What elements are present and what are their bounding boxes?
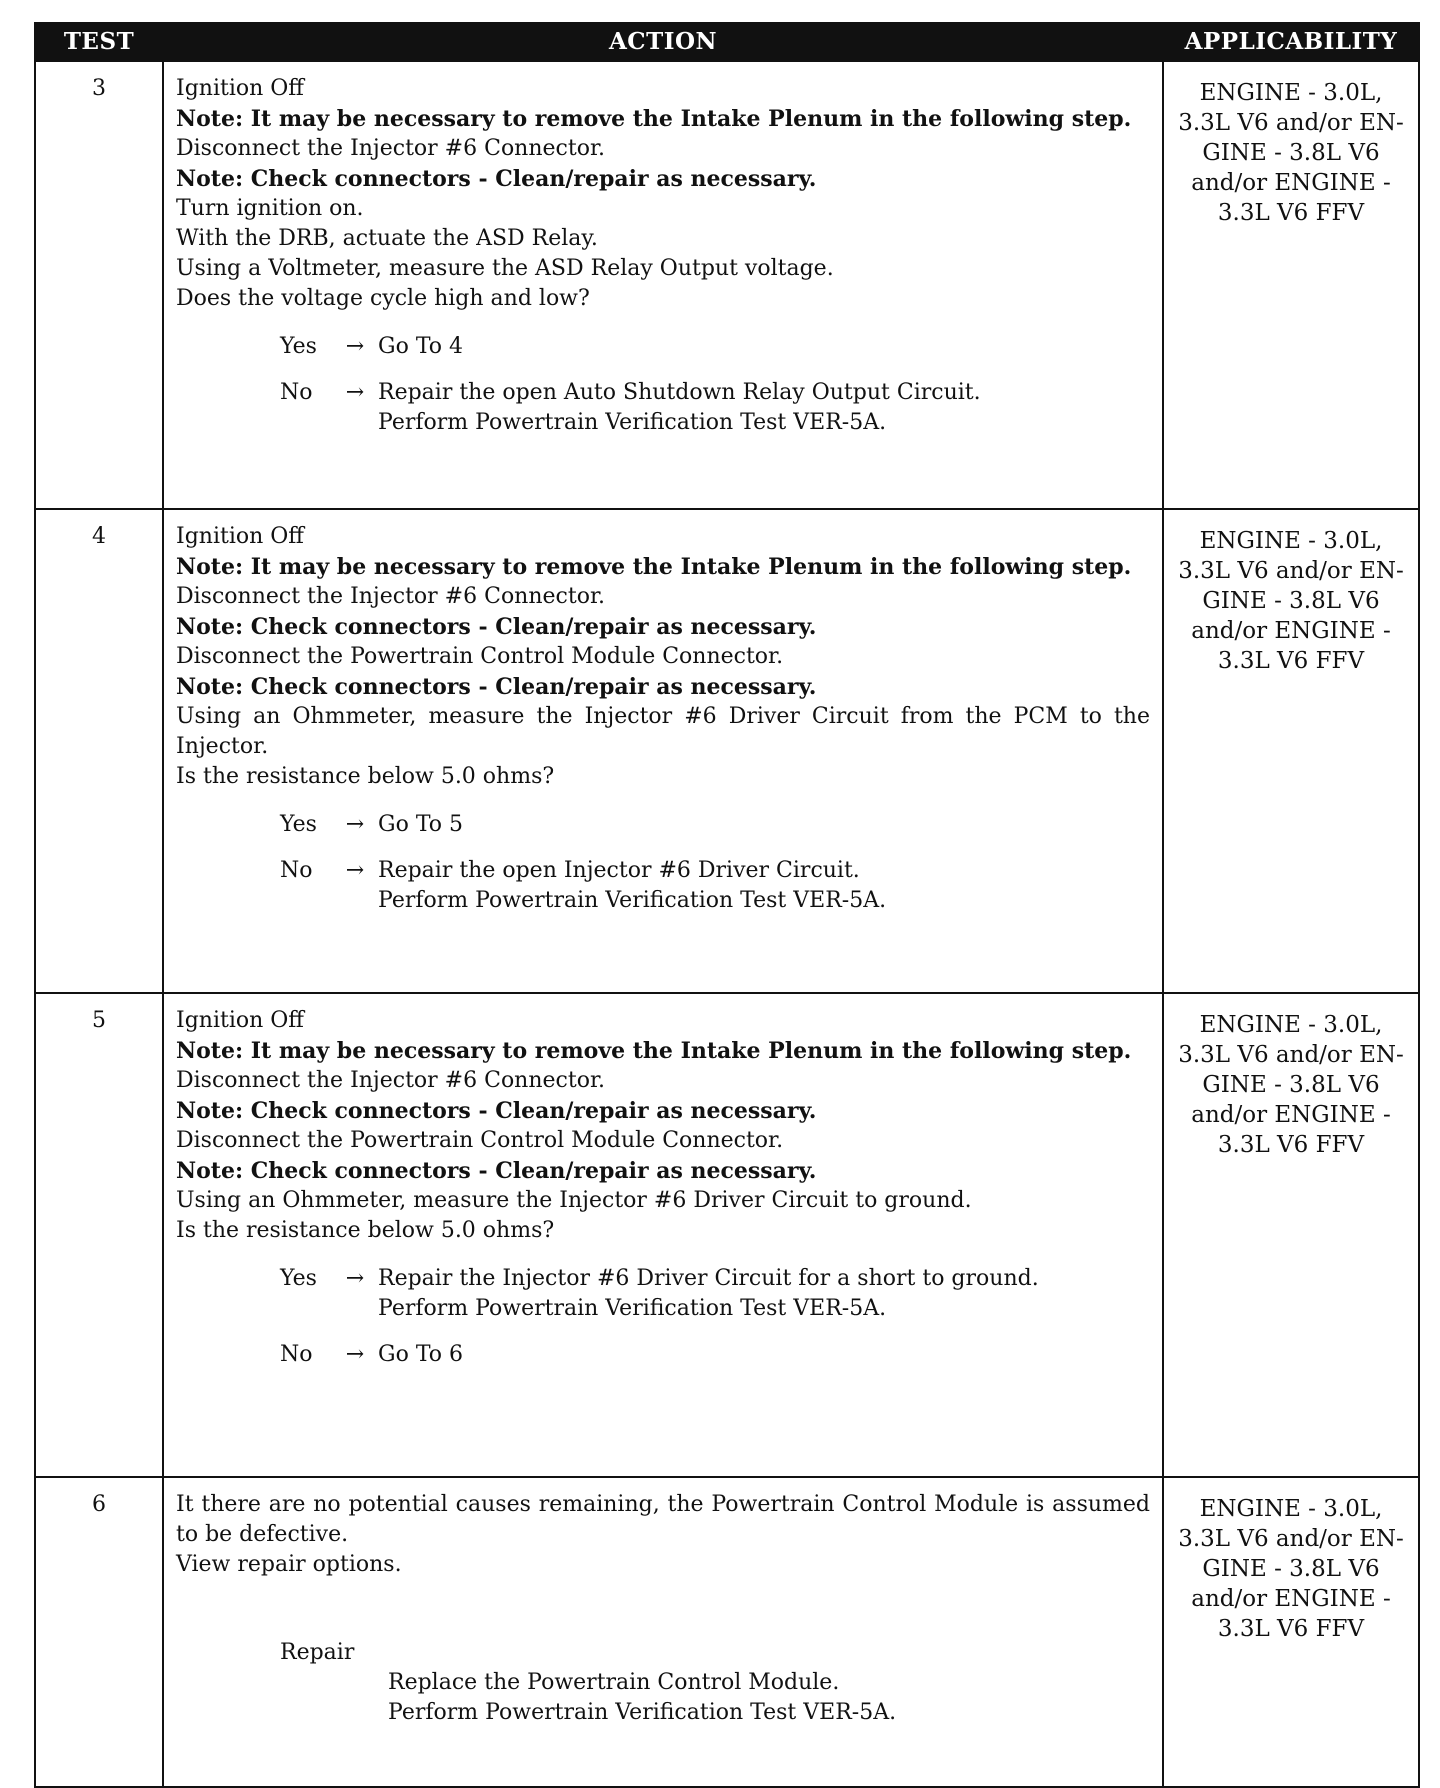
applicability-line: ENGINE - 3.0L, xyxy=(1199,1496,1383,1522)
applicability-line: GINE - 3.8L V6 xyxy=(1202,1072,1380,1098)
applicability-line: and/or ENGINE - xyxy=(1191,170,1391,196)
step: With the DRB, actuate the ASD Relay. xyxy=(176,226,598,251)
note-step: Note: Check connectors - Clean/repair as necessary. xyxy=(176,614,817,640)
step: Disconnect the Injector #6 Connector. xyxy=(176,1068,606,1093)
arrow-right-icon: → xyxy=(345,334,365,359)
question: Is the resistance below 5.0 ohms? xyxy=(176,1218,555,1243)
header-action: ACTION xyxy=(163,23,1163,61)
applicability-cell xyxy=(1163,993,1419,1477)
header-applicability: APPLICABILITY xyxy=(1163,23,1419,61)
applicability-line: and/or ENGINE - xyxy=(1191,1586,1391,1612)
applicability-cell xyxy=(1163,509,1419,993)
step: Using an Ohmmeter, measure the Injector #6 Driver Circuit to ground. xyxy=(176,1188,972,1213)
applicability-cell xyxy=(1163,1477,1419,1787)
outcome-text: Repair the open Injector #6 Driver Circuit. xyxy=(378,858,860,883)
test-number: 4 xyxy=(35,509,163,993)
test-row-5 xyxy=(35,993,1419,1477)
test-number: 3 xyxy=(35,61,163,509)
outcomes xyxy=(176,810,1150,916)
applicability-cell xyxy=(1163,61,1419,509)
applicability-line: 3.3L V6 FFV xyxy=(1217,1132,1365,1158)
outcome-label: No xyxy=(280,858,313,883)
applicability-line: GINE - 3.8L V6 xyxy=(1202,140,1380,166)
step: Using a Voltmeter, measure the ASD Relay Output voltage. xyxy=(176,256,834,281)
applicability-line: GINE - 3.8L V6 xyxy=(1202,1556,1380,1582)
note-step: Note: It may be necessary to remove the Intake Plenum in the following step. xyxy=(176,1038,1132,1064)
note-step: Note: Check connectors - Clean/repair as necessary. xyxy=(176,1098,817,1124)
outcome-text: Go To 5 xyxy=(378,812,464,837)
arrow-right-icon: → xyxy=(345,812,365,837)
action-cell xyxy=(163,61,1163,509)
outcome-text: Repair the open Auto Shutdown Relay Output Circuit. xyxy=(378,380,981,405)
applicability-line: and/or ENGINE - xyxy=(1191,1102,1391,1128)
header-test: TEST xyxy=(35,23,163,61)
test-number: 5 xyxy=(35,993,163,1477)
outcome-yes xyxy=(280,1264,1150,1324)
test-row-4 xyxy=(35,509,1419,993)
applicability-line: ENGINE - 3.0L, xyxy=(1199,528,1383,554)
repair-options xyxy=(280,1638,1150,1728)
arrow-right-icon: → xyxy=(345,1342,365,1367)
applicability-line: 3.3L V6 and/or EN- xyxy=(1178,1526,1404,1552)
question: Does the voltage cycle high and low? xyxy=(176,286,590,311)
diagnostic-procedure-sheet xyxy=(34,22,1420,1788)
step: Disconnect the Powertrain Control Module Connector. xyxy=(176,644,784,669)
note-step: Note: It may be necessary to remove the Intake Plenum in the following step. xyxy=(176,106,1132,132)
step: Using an Ohmmeter, measure the Injector #6 Driver Circuit from the PCM to the Injector. xyxy=(176,704,1150,759)
repair-step: Replace the Powertrain Control Module. xyxy=(388,1670,840,1695)
applicability-line: 3.3L V6 and/or EN- xyxy=(1178,1042,1404,1068)
outcome-yes xyxy=(280,810,1150,840)
applicability-line: and/or ENGINE - xyxy=(1191,618,1391,644)
note-step: Note: It may be necessary to remove the Intake Plenum in the following step. xyxy=(176,554,1132,580)
outcome-no xyxy=(280,1340,1150,1370)
applicability-line: 3.3L V6 FFV xyxy=(1217,200,1365,226)
outcome-label: Yes xyxy=(280,334,317,359)
outcomes xyxy=(176,332,1150,438)
step: Disconnect the Powertrain Control Module Connector. xyxy=(176,1128,784,1153)
outcome-text: Perform Powertrain Verification Test VER-5A. xyxy=(378,410,887,435)
step: Disconnect the Injector #6 Connector. xyxy=(176,584,606,609)
outcome-label: No xyxy=(280,380,313,405)
applicability-line: 3.3L V6 and/or EN- xyxy=(1178,558,1404,584)
outcome-text: Repair the Injector #6 Driver Circuit for a short to ground. xyxy=(378,1266,1039,1291)
applicability-line: 3.3L V6 FFV xyxy=(1217,1616,1365,1642)
action-cell xyxy=(163,1477,1163,1787)
outcome-label: No xyxy=(280,1342,313,1367)
action-cell xyxy=(163,993,1163,1477)
test-row-6 xyxy=(35,1477,1419,1787)
applicability-line: GINE - 3.8L V6 xyxy=(1202,588,1380,614)
test-row-3 xyxy=(35,61,1419,509)
applicability-line: 3.3L V6 and/or EN- xyxy=(1178,110,1404,136)
step: Ignition Off xyxy=(176,1008,304,1033)
step: It there are no potential causes remaining, the Powertrain Control Module is assumed to be defective. xyxy=(176,1492,1150,1547)
table-header-row xyxy=(35,23,1419,61)
arrow-right-icon: → xyxy=(345,1266,365,1291)
outcome-no xyxy=(280,378,1150,438)
applicability-line: ENGINE - 3.0L, xyxy=(1199,1012,1383,1038)
outcome-yes xyxy=(280,332,1150,362)
test-number: 6 xyxy=(35,1477,163,1787)
repair-step: Perform Powertrain Verification Test VER-5A. xyxy=(388,1700,897,1725)
arrow-right-icon: → xyxy=(345,380,365,405)
step: Disconnect the Injector #6 Connector. xyxy=(176,136,606,161)
outcome-label: Yes xyxy=(280,1266,317,1291)
step: Ignition Off xyxy=(176,76,304,101)
note-step: Note: Check connectors - Clean/repair as necessary. xyxy=(176,674,817,700)
question: Is the resistance below 5.0 ohms? xyxy=(176,764,555,789)
outcome-label: Yes xyxy=(280,812,317,837)
outcomes xyxy=(176,1264,1150,1370)
diagnostic-test-table xyxy=(34,22,1420,1788)
step: Ignition Off xyxy=(176,524,304,549)
applicability-line: ENGINE - 3.0L, xyxy=(1199,80,1383,106)
outcome-text: Go To 6 xyxy=(378,1342,464,1367)
step: Turn ignition on. xyxy=(176,196,364,221)
applicability-line: 3.3L V6 FFV xyxy=(1217,648,1365,674)
note-step: Note: Check connectors - Clean/repair as necessary. xyxy=(176,1158,817,1184)
step: View repair options. xyxy=(176,1552,402,1577)
outcome-text: Perform Powertrain Verification Test VER-5A. xyxy=(378,888,887,913)
repair-label: Repair xyxy=(280,1640,355,1665)
arrow-right-icon: → xyxy=(345,858,365,883)
outcome-text: Go To 4 xyxy=(378,334,464,359)
note-step: Note: Check connectors - Clean/repair as necessary. xyxy=(176,166,817,192)
outcome-no xyxy=(280,856,1150,916)
action-cell xyxy=(163,509,1163,993)
outcome-text: Perform Powertrain Verification Test VER-5A. xyxy=(378,1296,887,1321)
